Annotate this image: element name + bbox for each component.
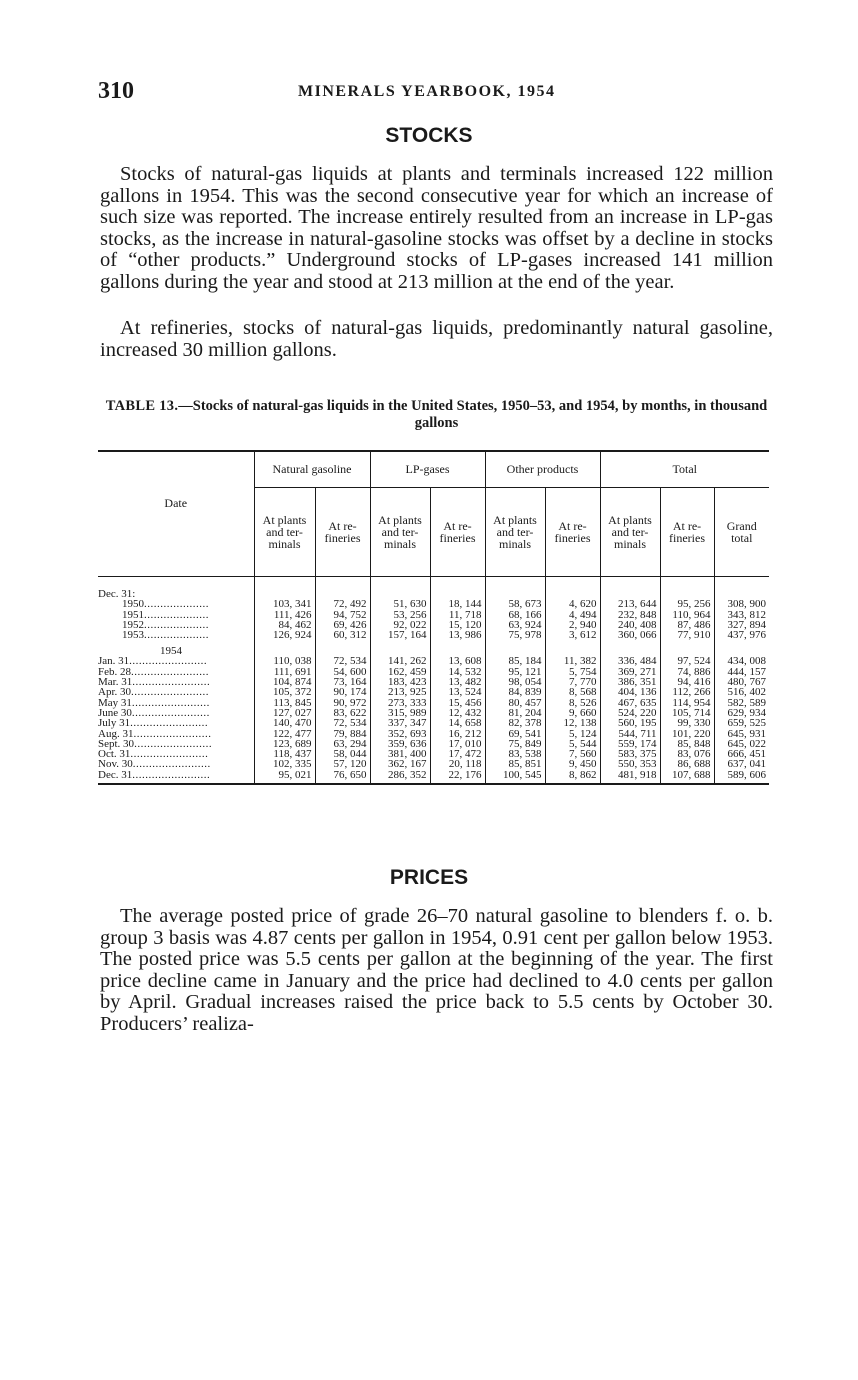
cell-ng-pt: 122, 477 xyxy=(254,729,315,739)
cell-op-pt: 68, 166 xyxy=(485,610,545,620)
cell-op-pt: 75, 978 xyxy=(485,630,545,640)
cell-tot-ref: 110, 964 xyxy=(660,610,714,620)
cell-ng-pt: 113, 845 xyxy=(254,698,315,708)
row-label: Mar. 31 xyxy=(98,676,133,689)
cell-op-ref: 8, 526 xyxy=(545,698,600,708)
cell-lp-pt: 273, 333 xyxy=(370,698,430,708)
cell-grand: 434, 008 xyxy=(714,656,769,666)
cell-tot-pt: 386, 351 xyxy=(600,677,660,687)
cell-op-ref: 9, 660 xyxy=(545,708,600,718)
leader-dots: ........................ xyxy=(131,686,209,699)
cell-ng-ref: 69, 426 xyxy=(315,620,370,630)
leader-dots: .................... xyxy=(144,618,209,631)
cell-tot-pt: 559, 174 xyxy=(600,739,660,749)
row-label: Dec. 31 xyxy=(98,768,133,781)
cell-ng-ref: 76, 650 xyxy=(315,770,370,780)
natural-gasoline-header: Natural gasoline xyxy=(254,451,370,488)
cell-op-ref: 2, 940 xyxy=(545,620,600,630)
cell-op-pt: 63, 924 xyxy=(485,620,545,630)
cell-tot-pt: 550, 353 xyxy=(600,759,660,769)
cell-tot-ref: 85, 848 xyxy=(660,739,714,749)
cell-grand: 589, 606 xyxy=(714,770,769,780)
cell-ng-ref: 94, 752 xyxy=(315,610,370,620)
cell-op-ref: 4, 494 xyxy=(545,610,600,620)
table-row xyxy=(98,630,769,640)
cell-op-ref: 7, 770 xyxy=(545,677,600,687)
cell-ng-ref: 63, 294 xyxy=(315,739,370,749)
prices-heading: PRICES xyxy=(389,866,469,889)
row-label: Nov. 30 xyxy=(98,758,133,771)
running-head xyxy=(98,78,773,108)
cell-op-pt: 75, 849 xyxy=(485,739,545,749)
cell-tot-pt: 336, 484 xyxy=(600,656,660,666)
cell-op-pt: 80, 457 xyxy=(485,698,545,708)
cell-ng-pt: 84, 462 xyxy=(254,620,315,630)
row-label: Oct. 31 xyxy=(98,748,131,761)
cell-op-pt: 100, 545 xyxy=(485,770,545,780)
cell-lp-pt: 141, 262 xyxy=(370,656,430,666)
table-number: TABLE 13. xyxy=(105,398,179,414)
cell-grand: 308, 900 xyxy=(714,599,769,609)
cell-lp-ref: 11, 718 xyxy=(430,610,485,620)
row-label: 1950 xyxy=(122,598,144,611)
cell-ng-pt: 105, 372 xyxy=(254,687,315,697)
cell-ng-ref: 90, 972 xyxy=(315,698,370,708)
row-label: May 31 xyxy=(98,696,132,709)
leader-dots: ........................ xyxy=(133,727,212,740)
cell-lp-ref: 22, 176 xyxy=(430,770,485,780)
cell-lp-pt: 362, 167 xyxy=(370,759,430,769)
cell-lp-ref: 14, 658 xyxy=(430,718,485,728)
cell-ng-ref: 90, 174 xyxy=(315,687,370,697)
cell-tot-ref: 112, 266 xyxy=(660,687,714,697)
cell-tot-pt: 360, 066 xyxy=(600,630,660,640)
cell-lp-pt: 51, 630 xyxy=(370,599,430,609)
subheader-at-plants-terminals: At plants and ter-minals xyxy=(600,488,660,577)
cell-op-ref: 8, 862 xyxy=(545,770,600,780)
cell-tot-ref: 87, 486 xyxy=(660,620,714,630)
cell-lp-ref: 20, 118 xyxy=(430,759,485,769)
cell-tot-ref: 107, 688 xyxy=(660,770,714,780)
cell-ng-ref: 58, 044 xyxy=(315,749,370,759)
row-label: Feb. 28 xyxy=(98,665,131,678)
row-label: Sept. 30 xyxy=(98,737,135,750)
cell-lp-pt: 337, 347 xyxy=(370,718,430,728)
cell-lp-ref: 17, 010 xyxy=(430,739,485,749)
cell-lp-ref: 13, 482 xyxy=(430,677,485,687)
leader-dots: ........................ xyxy=(132,758,211,771)
cell-tot-pt: 369, 271 xyxy=(600,667,660,677)
row-label: Apr. 30 xyxy=(98,686,131,699)
cell-op-ref: 9, 450 xyxy=(545,759,600,769)
cell-grand: 666, 451 xyxy=(714,749,769,759)
cell-lp-pt: 315, 989 xyxy=(370,708,430,718)
cell-op-ref: 12, 138 xyxy=(545,718,600,728)
cell-tot-ref: 94, 416 xyxy=(660,677,714,687)
leader-dots: .................... xyxy=(144,598,209,611)
cell-lp-ref: 13, 524 xyxy=(430,687,485,697)
cell-grand: 582, 589 xyxy=(714,698,769,708)
cell-op-ref: 5, 754 xyxy=(545,667,600,677)
cell-op-ref: 5, 124 xyxy=(545,729,600,739)
subheader-at-refineries: At re-fineries xyxy=(315,488,370,577)
cell-ng-pt: 127, 027 xyxy=(254,708,315,718)
row-label: July 31 xyxy=(98,717,131,730)
leader-dots: ........................ xyxy=(134,737,213,750)
cell-ng-pt: 110, 038 xyxy=(254,656,315,666)
cell-ng-pt: 126, 924 xyxy=(254,630,315,640)
subheader-at-plants-terminals: At plants and ter-minals xyxy=(370,488,430,577)
cell-lp-pt: 157, 164 xyxy=(370,630,430,640)
cell-lp-ref: 13, 608 xyxy=(430,656,485,666)
cell-grand: 327, 894 xyxy=(714,620,769,630)
leader-dots: ........................ xyxy=(130,717,209,730)
cell-op-pt: 95, 121 xyxy=(485,667,545,677)
cell-op-pt: 83, 538 xyxy=(485,749,545,759)
leader-dots: ........................ xyxy=(131,665,209,678)
cell-lp-ref: 17, 472 xyxy=(430,749,485,759)
row-label: 1952 xyxy=(122,618,144,631)
subheader-grand-total: Grand total xyxy=(714,488,769,577)
cell-tot-pt: 213, 644 xyxy=(600,599,660,609)
subheader-at-refineries: At re-fineries xyxy=(660,488,714,577)
cell-lp-pt: 92, 022 xyxy=(370,620,430,630)
cell-lp-ref: 13, 986 xyxy=(430,630,485,640)
cell-lp-pt: 352, 693 xyxy=(370,729,430,739)
date-column-header: Date xyxy=(98,451,254,577)
cell-grand: 659, 525 xyxy=(714,718,769,728)
cell-lp-pt: 381, 400 xyxy=(370,749,430,759)
cell-grand: 645, 931 xyxy=(714,729,769,739)
cell-ng-ref: 72, 534 xyxy=(315,656,370,666)
cell-tot-ref: 105, 714 xyxy=(660,708,714,718)
cell-tot-pt: 544, 711 xyxy=(600,729,660,739)
cell-grand: 444, 157 xyxy=(714,667,769,677)
cell-tot-ref: 97, 524 xyxy=(660,656,714,666)
cell-ng-ref: 83, 622 xyxy=(315,708,370,718)
cell-tot-ref: 95, 256 xyxy=(660,599,714,609)
cell-tot-ref: 74, 886 xyxy=(660,667,714,677)
cell-ng-ref: 79, 884 xyxy=(315,729,370,739)
subheader-at-refineries: At re-fineries xyxy=(430,488,485,577)
cell-tot-pt: 240, 408 xyxy=(600,620,660,630)
cell-ng-pt: 111, 691 xyxy=(254,667,315,677)
row-label: June 30 xyxy=(98,706,132,719)
cell-grand: 480, 767 xyxy=(714,677,769,687)
running-title: MINERALS YEARBOOK, 1954 xyxy=(298,83,556,100)
cell-lp-pt: 53, 256 xyxy=(370,610,430,620)
cell-grand: 645, 022 xyxy=(714,739,769,749)
cell-lp-ref: 14, 532 xyxy=(430,667,485,677)
leader-dots: ........................ xyxy=(131,696,210,709)
cell-ng-ref: 60, 312 xyxy=(315,630,370,640)
cell-op-ref: 8, 568 xyxy=(545,687,600,697)
cell-tot-ref: 83, 076 xyxy=(660,749,714,759)
row-label: Aug. 31 xyxy=(98,727,134,740)
cell-op-ref: 4, 620 xyxy=(545,599,600,609)
cell-op-ref: 5, 544 xyxy=(545,739,600,749)
cell-op-pt: 98, 054 xyxy=(485,677,545,687)
subheader-at-plants-terminals: At plants and ter-minals xyxy=(485,488,545,577)
cell-tot-ref: 77, 910 xyxy=(660,630,714,640)
table-caption xyxy=(100,398,773,432)
subheader-at-refineries: At re-fineries xyxy=(545,488,600,577)
row-label: Jan. 31 xyxy=(98,655,130,668)
cell-tot-pt: 560, 195 xyxy=(600,718,660,728)
cell-ng-pt: 103, 341 xyxy=(254,599,315,609)
cell-op-ref: 11, 382 xyxy=(545,656,600,666)
cell-lp-ref: 12, 432 xyxy=(430,708,485,718)
cell-op-pt: 69, 541 xyxy=(485,729,545,739)
total-header: Total xyxy=(600,451,769,488)
cell-ng-pt: 123, 689 xyxy=(254,739,315,749)
cell-ng-ref: 72, 534 xyxy=(315,718,370,728)
stocks-heading: STOCKS xyxy=(385,124,473,147)
leader-dots: ........................ xyxy=(132,676,211,689)
stocks-paragraph-2: At refineries, stocks of natural-gas liquids, predominantly natural gasoline, increased 30 million gallons. xyxy=(100,317,773,361)
table-row xyxy=(98,770,769,780)
cell-grand: 343, 812 xyxy=(714,610,769,620)
cell-lp-ref: 18, 144 xyxy=(430,599,485,609)
stocks-table xyxy=(98,450,769,785)
leader-dots: .................... xyxy=(144,629,209,642)
cell-op-ref: 7, 560 xyxy=(545,749,600,759)
cell-tot-pt: 232, 848 xyxy=(600,610,660,620)
cell-tot-pt: 467, 635 xyxy=(600,698,660,708)
subheader-at-plants-terminals: At plants and ter-minals xyxy=(254,488,315,577)
cell-op-ref: 3, 612 xyxy=(545,630,600,640)
cell-tot-ref: 114, 954 xyxy=(660,698,714,708)
cell-tot-pt: 404, 136 xyxy=(600,687,660,697)
cell-ng-ref: 72, 492 xyxy=(315,599,370,609)
cell-ng-ref: 54, 600 xyxy=(315,667,370,677)
cell-ng-pt: 111, 426 xyxy=(254,610,315,620)
cell-op-pt: 85, 851 xyxy=(485,759,545,769)
row-label: 1951 xyxy=(122,608,144,621)
group-label: 1954 xyxy=(160,645,182,658)
cell-lp-ref: 15, 456 xyxy=(430,698,485,708)
cell-tot-pt: 524, 220 xyxy=(600,708,660,718)
group-label-row xyxy=(98,640,769,656)
cell-tot-pt: 481, 918 xyxy=(600,770,660,780)
cell-ng-pt: 102, 335 xyxy=(254,759,315,769)
cell-tot-pt: 583, 375 xyxy=(600,749,660,759)
stocks-paragraph-1: Stocks of natural-gas liquids at plants and terminals increased 122 million gallons in 1954. This was the second consecutive year for which an increase of such size was reported. The increase entirely resulted from an increase in LP-gas stocks, as the increase in natural-gasoline stocks was offset by a decline in stocks of “other products.” Underground stocks of LP-gases increased 141 million gallons during the year and stood at 213 million at the end of the year. xyxy=(100,163,773,293)
cell-lp-pt: 183, 423 xyxy=(370,677,430,687)
cell-lp-pt: 162, 459 xyxy=(370,667,430,677)
leader-dots: .................... xyxy=(144,608,209,621)
leader-dots: ........................ xyxy=(132,768,211,781)
cell-ng-pt: 95, 021 xyxy=(254,770,315,780)
cell-grand: 637, 041 xyxy=(714,759,769,769)
cell-grand: 516, 402 xyxy=(714,687,769,697)
cell-op-pt: 82, 378 xyxy=(485,718,545,728)
cell-ng-ref: 57, 120 xyxy=(315,759,370,769)
cell-tot-ref: 101, 220 xyxy=(660,729,714,739)
lp-gases-header: LP-gases xyxy=(370,451,485,488)
group-label: Dec. 31: xyxy=(98,588,136,600)
cell-op-pt: 81, 204 xyxy=(485,708,545,718)
other-products-header: Other products xyxy=(485,451,600,488)
cell-tot-ref: 86, 688 xyxy=(660,759,714,769)
row-label: 1953 xyxy=(122,629,144,642)
cell-ng-pt: 118, 437 xyxy=(254,749,315,759)
cell-grand: 437, 976 xyxy=(714,630,769,640)
leader-dots: ........................ xyxy=(129,655,208,668)
leader-dots: ........................ xyxy=(131,706,210,719)
cell-ng-pt: 140, 470 xyxy=(254,718,315,728)
cell-lp-ref: 16, 212 xyxy=(430,729,485,739)
cell-op-pt: 85, 184 xyxy=(485,656,545,666)
cell-op-pt: 58, 673 xyxy=(485,599,545,609)
cell-op-pt: 84, 839 xyxy=(485,687,545,697)
cell-ng-ref: 73, 164 xyxy=(315,677,370,687)
cell-grand: 629, 934 xyxy=(714,708,769,718)
cell-lp-ref: 15, 120 xyxy=(430,620,485,630)
cell-ng-pt: 104, 874 xyxy=(254,677,315,687)
prices-paragraph-1: The average posted price of grade 26–70 natural gasoline to blenders f. o. b. group 3 basis was 4.87 cents per gallon in 1954, 0.91 cent per gallon below 1953. The posted price was 5.5 cents per gallon at the beginning of the year. The first price decline came in January and the price had declined to 4.0 cents per gallon by April. Gradual increases raised the price back to 5.5 cents by October 30. Producers’ realiza- xyxy=(100,905,773,1035)
page-number: 310 xyxy=(98,78,134,104)
cell-lp-pt: 213, 925 xyxy=(370,687,430,697)
cell-lp-pt: 286, 352 xyxy=(370,770,430,780)
cell-lp-pt: 359, 636 xyxy=(370,739,430,749)
table-title: —Stocks of natural-gas liquids in the United States, 1950–53, and 1954, by months, in thousand gallons xyxy=(178,398,768,431)
leader-dots: ........................ xyxy=(130,748,209,761)
cell-tot-ref: 99, 330 xyxy=(660,718,714,728)
